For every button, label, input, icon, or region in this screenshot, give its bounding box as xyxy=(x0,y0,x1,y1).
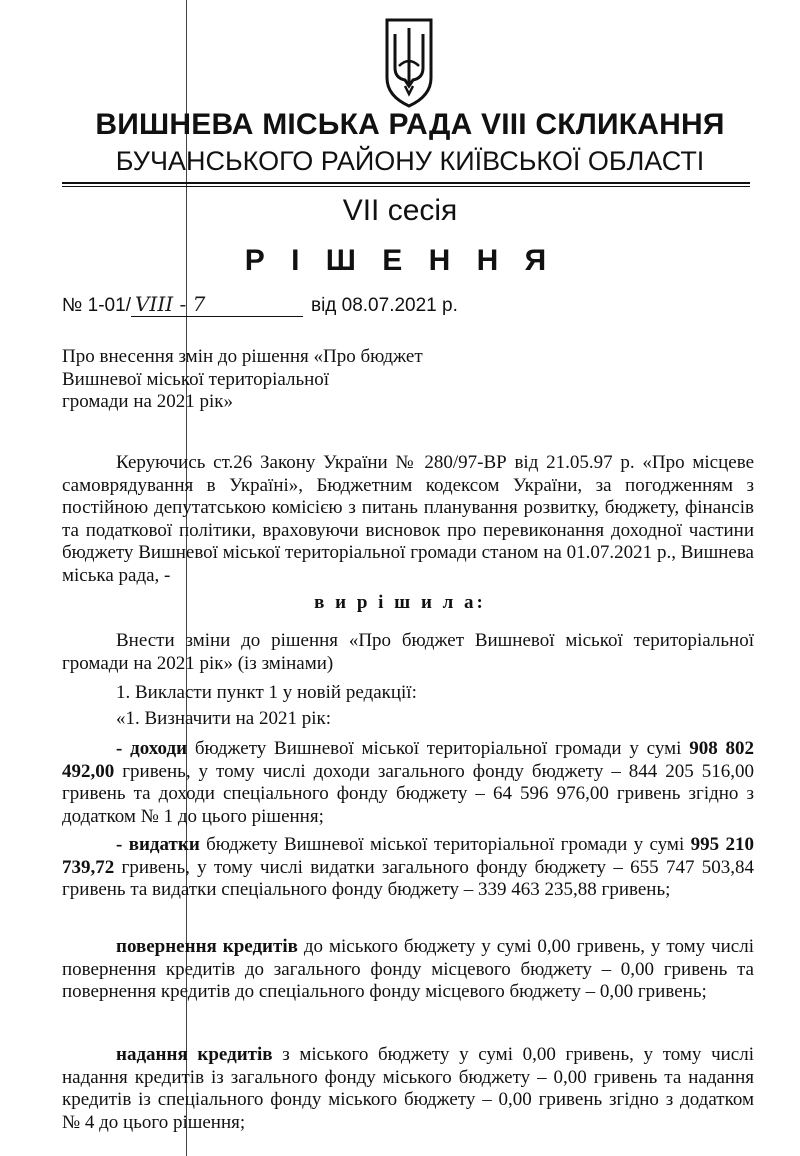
trident-icon xyxy=(383,16,435,108)
expenses-text-1: бюджету Вишневої міської територіальної громади у сумі xyxy=(199,834,691,855)
decision-number-handwritten: VIII - 7 xyxy=(131,292,303,317)
credit-return-lead: повернення кредитів xyxy=(116,936,298,957)
credit-grant-text: з міського бюджету у сумі 0,00 гривень, у тому числі надання кредитів із загального фонду міського бюджету – 0,00 гривень та надання кредитів із спеціального фонду міського бюджету – 0,00 гривень згідно з додатком № 4 до цього рішення; xyxy=(62,1044,754,1133)
district-name: БУЧАНСЬКОГО РАЙОНУ КИЇВСЬКОЇ ОБЛАСТІ xyxy=(115,146,705,176)
session-label: VII сесія xyxy=(342,194,458,227)
preamble-paragraph: Керуючись ст.26 Закону України № 280/97-ВР від 21.05.97 р. «Про місцеве самоврядування в Україні», Бюджетним кодексом України, за погодженням з постійною депутатською комісією з питань планування розвитку, бюджету, фінансів та податкової політики, враховуючи висновок про перевиконання доходної частини бюджету Вишневої міської територіальної громади станом на 01.07.2021 р., Вишнева міська рада, - xyxy=(62,452,754,586)
resolved-heading: в и р і ш и л а: xyxy=(314,592,486,613)
income-text-2: гривень, у тому числі доходи загального фонду бюджету – 844 205 516,00 гривень та доходи спеціального фонду бюджету – 64 596 976,00 гривень згідно з додатком № 1 до цього рішення; xyxy=(62,760,754,827)
header-divider-thin xyxy=(62,186,750,187)
expenses-amount: 995 210 739,72 xyxy=(62,834,755,878)
income-amount: 908 802 492,00 xyxy=(62,738,754,782)
subject-line: Вишневої міської територіальної xyxy=(62,368,330,390)
credit-return-text: до міського бюджету у сумі 0,00 гривень, у тому числі повернення кредитів до загального фонду місцевого бюджету – 0,00 гривень та повернення кредитів до спеціального фонду місцевого бюджету – 0,00 гривень; xyxy=(62,936,754,1002)
decision-subject xyxy=(62,346,482,414)
council-name: ВИШНЕВА МІСЬКА РАДА VIII СКЛИКАННЯ xyxy=(95,108,725,141)
document-title: Р І Ш Е Н Н Я xyxy=(244,244,556,277)
header-divider xyxy=(62,182,750,184)
subject-line: громади на 2021 рік» xyxy=(62,391,233,412)
expenses-paragraph xyxy=(62,834,754,902)
decision-number-prefix: № 1-01/ xyxy=(62,295,131,316)
decision-number-line xyxy=(62,292,762,317)
expenses-lead: - видатки xyxy=(116,834,200,855)
decision-date: від 08.07.2021 р. xyxy=(310,295,458,316)
income-text-1: бюджету Вишневої міської територіальної громади у сумі xyxy=(187,738,690,759)
credit-grant-lead: надання кредитів xyxy=(116,1044,273,1065)
credit-return-paragraph xyxy=(62,936,754,1004)
expenses-text-2: гривень, у тому числі видатки загального фонду бюджету – 655 747 503,84 гривень та видатки спеціального фонду бюджету – 339 463 235,88 гривень; xyxy=(62,856,754,900)
amend-paragraph: Внести зміни до рішення «Про бюджет Вишневої міської територіальної громади на 2021 рік» (із змінами) xyxy=(62,630,754,674)
define-paragraph: «1. Визначити на 2021 рік: xyxy=(116,708,332,729)
credit-grant-paragraph xyxy=(62,1044,754,1134)
subject-line: Про внесення змін до рішення «Про бюджет xyxy=(62,346,423,367)
income-lead: - доходи xyxy=(116,738,188,759)
item-1-paragraph: 1. Викласти пункт 1 у новій редакції: xyxy=(116,682,417,703)
income-paragraph xyxy=(62,738,754,828)
